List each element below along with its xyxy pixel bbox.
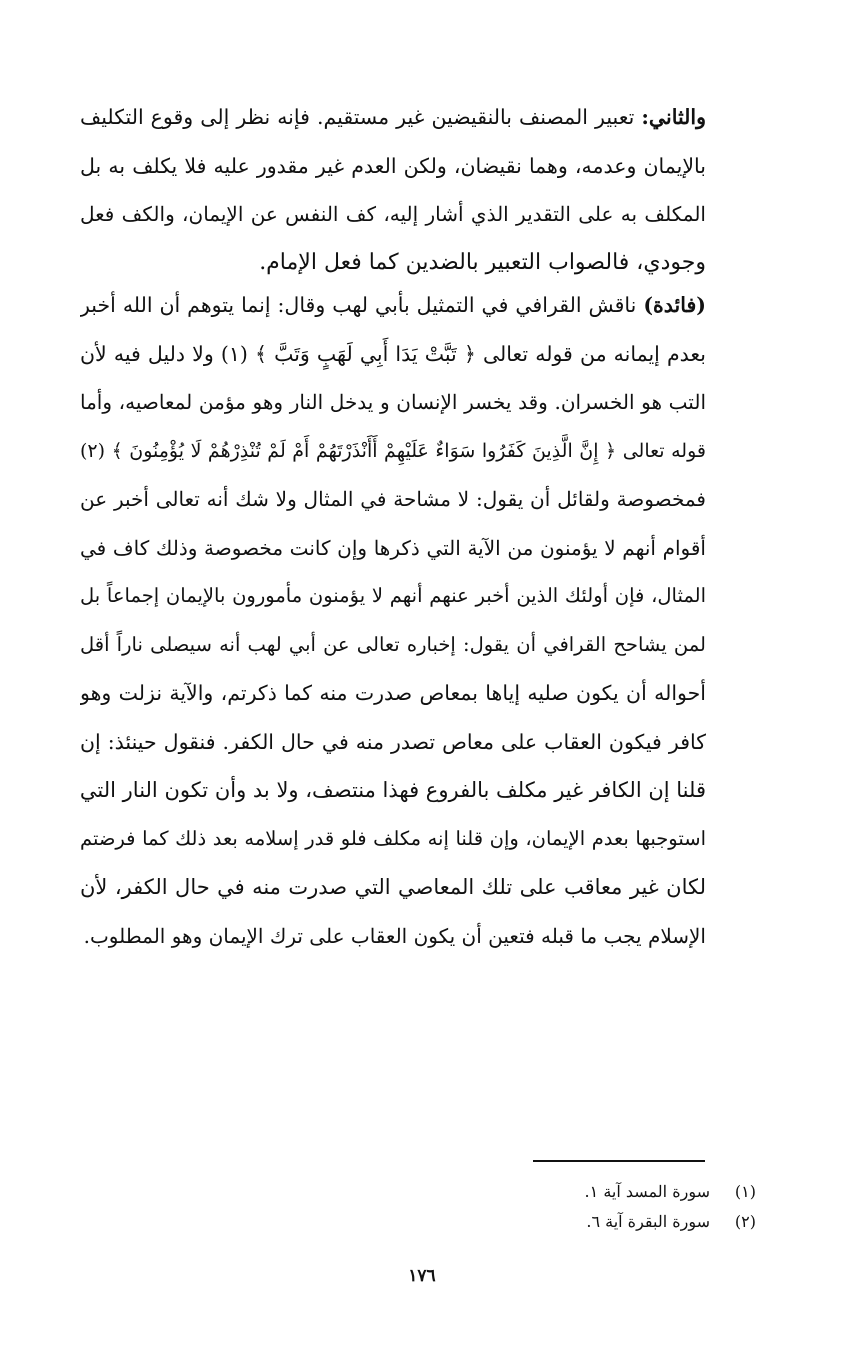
text-line: قوله تعالى ﴿ إِنَّ الَّذِينَ كَفَرُوا سَوَاءٌ عَلَيْهِمْ أَأَنْذَرْتَهُمْ أَمْ لَمْ تُنْذِرْهُمْ لَا يُؤْمِنُونَ ﴾ (٢) xyxy=(80,439,706,462)
paragraph-lead: والثاني: xyxy=(641,105,706,129)
footnote-text: سورة المسد آية ١. xyxy=(584,1182,710,1201)
text-line: المثال، فإن أولئك الذين أخبر عنهم أنهم لا يؤمنون مأمورون بالإيمان إجماعاً بل xyxy=(80,584,706,607)
text-line: التب هو الخسران. وقد يخسر الإنسان و يدخل النار وهو مؤمن لمعاصيه، وأما xyxy=(80,390,706,414)
footnote-1 xyxy=(500,1177,756,1207)
text-line: لكان غير معاقب على تلك المعاصي التي صدرت منه في حال الكفر، لأن xyxy=(80,875,706,899)
footnote-divider xyxy=(533,1160,705,1162)
text-line xyxy=(80,93,706,142)
text-line: بالإيمان وعدمه، وهما نقيضان، ولكن العدم غير مقدور عليه فلا يكلف به بل xyxy=(80,153,706,178)
footnote-2 xyxy=(500,1207,756,1237)
text-line: فمخصوصة ولقائل أن يقول: لا مشاحة في المثال ولا شك أنه تعالى أخبر عن xyxy=(80,487,706,511)
text-line: استوجبها بعدم الإيمان، وإن قلنا إنه مكلف فلو قدر إسلامه بعد ذلك كما فرضتم xyxy=(80,826,706,850)
text-line: أحواله أن يكون صليه إياها بمعاص صدرت منه كما ذكرتم، والآية نزلت وهو xyxy=(80,681,706,705)
footnotes xyxy=(500,1177,756,1237)
text-line: الإسلام يجب ما قبله فتعين أن يكون العقاب على ترك الإيمان وهو المطلوب. xyxy=(83,923,706,948)
paragraph-first xyxy=(80,93,706,287)
line-text: تعبير المصنف بالنقيضين غير مستقيم. فإنه نظر إلى وقوع التكليف xyxy=(80,105,635,129)
text-line: بعدم إيمانه من قوله تعالى ﴿ تَبَّتْ يَدَا أَبِي لَهَبٍ وَتَبَّ ﴾ (١) ولا دليل فيه لأن xyxy=(80,341,706,366)
paragraph-note xyxy=(80,281,706,960)
text-line: المكلف به على التقدير الذي أشار إليه، كف النفس عن الإيمان، والكف فعل xyxy=(80,202,706,226)
page-number: ١٧٦ xyxy=(408,1266,436,1286)
footnote-text: سورة البقرة آية ٦. xyxy=(586,1212,710,1231)
text-line: وجودي، فالصواب التعبير بالضدين كما فعل الإمام. xyxy=(259,249,706,275)
footnote-number: (١) xyxy=(734,1182,756,1201)
text-line: أقوام أنهم لا يؤمنون من الآية التي ذكرها وإن كانت مخصوصة وذلك كاف في xyxy=(80,535,706,560)
paragraph-lead: (فائدة) xyxy=(643,293,706,317)
text-line xyxy=(80,281,706,330)
line-text: ناقش القرافي في التمثيل بأبي لهب وقال: إنما يتوهم أن الله أخبر xyxy=(80,293,637,317)
text-line: قلنا إن الكافر غير مكلف بالفروع فهذا منتصف، ولا بد وأن تكون النار التي xyxy=(80,778,706,802)
footnote-number: (٢) xyxy=(734,1212,756,1231)
text-line: لمن يشاحح القرافي أن يقول: إخباره تعالى عن أبي لهب أنه سيصلى ناراً أقل xyxy=(80,632,706,656)
text-line: كافر فيكون العقاب على معاص تصدر منه في حال الكفر. فنقول حينئذ: إن xyxy=(80,729,706,754)
